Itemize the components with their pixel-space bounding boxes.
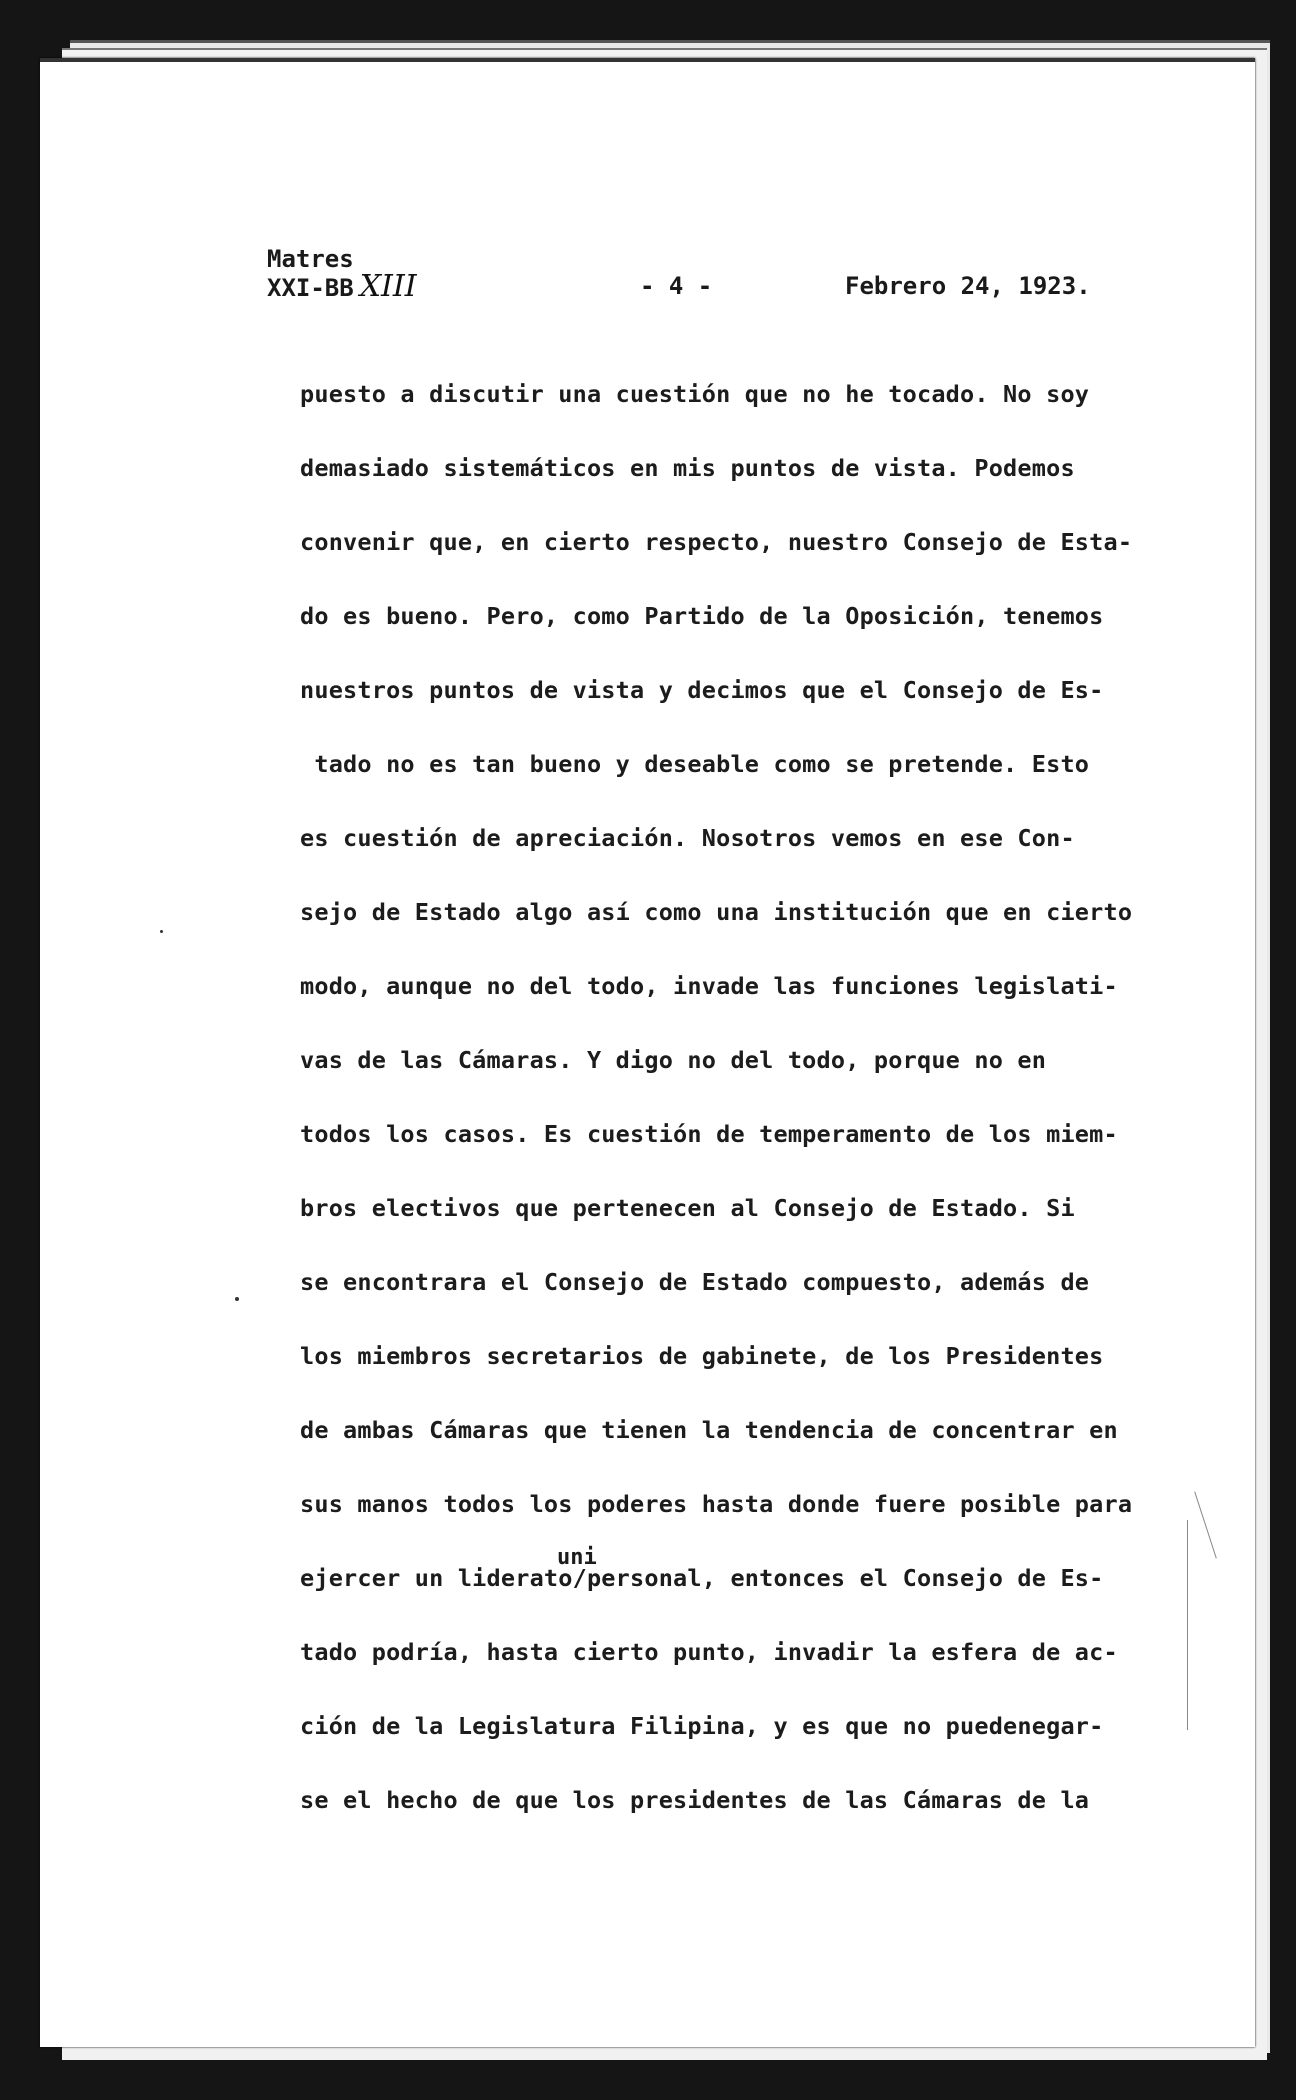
text-line: puesto a discutir una cuestión que no he tocado. No soy [300,380,1090,408]
text-line: bros electivos que pertenecen al Consejo de Estado. Si [300,1194,1075,1222]
text-line: los miembros secretarios de gabinete, de los Presidentes [300,1342,1104,1370]
text-line: do es bueno. Pero, como Partido de la Oposición, tenemos [300,602,1104,630]
text-line: tado podría, hasta cierto punto, invadir la esfera de ac- [300,1638,1118,1666]
text-line: todos los casos. Es cuestión de temperamento de los miem- [300,1120,1118,1148]
text-line: sus manos todos los poderes hasta donde fuere posible para [300,1490,1133,1518]
text-line: es cuestión de apreciación. Nosotros vemos en ese Con- [300,824,1075,852]
text-line: nuestros puntos de vista y decimos que el Consejo de Es- [300,676,1104,704]
document-date: Febrero 24, 1923. [845,272,1091,300]
text-line: se encontrara el Consejo de Estado compuesto, además de [300,1268,1090,1296]
text-line: tado no es tan bueno y deseable como se pretende. Esto [300,750,1090,778]
text-line: ción de la Legislatura Filipina, y es que no puedenegar- [300,1712,1104,1740]
text-line: se el hecho de que los presidentes de las Cámaras de la [300,1786,1090,1814]
text-line: demasiado sistemáticos en mis puntos de vista. Podemos [300,454,1075,482]
body-text [300,370,1180,1850]
text-line: vas de las Cámaras. Y digo no del todo, porque no en [300,1046,1047,1074]
page-number: - 4 - [640,272,713,300]
header-code: XXI-BB [267,274,354,302]
header-line-2 [267,269,417,304]
handwritten-annotation: XIII [359,269,417,304]
text-line: sejo de Estado algo así como una institución que en cierto [300,898,1133,926]
interlinear-insert: uni [557,1545,597,1570]
scan-speck [160,930,163,933]
header-line-1: Matres [267,245,354,273]
text-line: de ambas Cámaras que tienen la tendencia de concentrar en [300,1416,1118,1444]
scan-speck [235,1297,239,1301]
edge-mark [1187,1520,1188,1730]
text-line: modo, aunque no del todo, invade las funciones legislati- [300,972,1118,1000]
header-left [267,245,417,302]
text-line: ejercer un liderato/personal, entonces el Consejo de Es- [300,1564,1104,1592]
text-line: convenir que, en cierto respecto, nuestro Consejo de Esta- [300,528,1133,556]
